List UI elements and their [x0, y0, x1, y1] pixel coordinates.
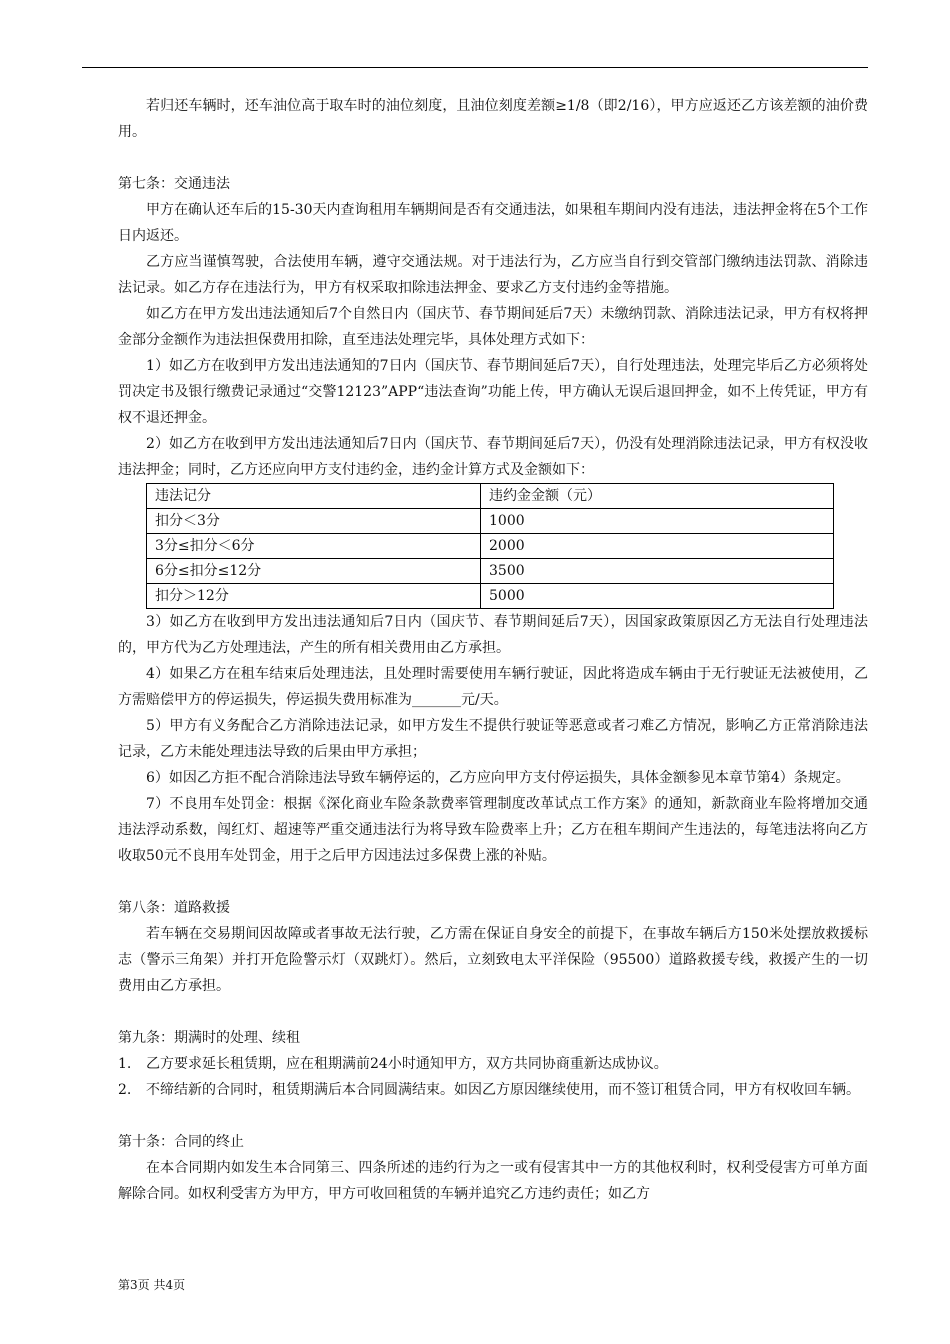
table-row: [147, 534, 834, 559]
table-cell: 3分≤扣分＜6分: [147, 534, 481, 559]
table-row: [147, 584, 834, 609]
article-7-title: 第七条：交通违法: [118, 176, 230, 192]
article-7-item-4: 4）如果乙方在租车结束后处理违法，且处理时需要使用车辆行驶证，因此将造成车辆由于无行驶证无法被使用，乙方需赔偿甲方的停运损失，停运损失费用标准为_______元/天。: [118, 666, 868, 708]
article-7-para-2: 乙方应当谨慎驾驶，合法使用车辆，遵守交通法规。对于违法行为，乙方应当自行到交管部门缴纳违法罚款、消除违法记录。如乙方存在违法行为，甲方有权采取扣除违法押金、要求乙方支付违约金等措施。: [118, 254, 868, 296]
article-7-item-3: 3）如乙方在收到甲方发出违法通知后7日内（国庆节、春节期间延后7天），因国家政策原因乙方无法自行处理违法的，甲方代为乙方处理违法，产生的所有相关费用由乙方承担。: [118, 614, 868, 656]
article-7-para-1: 甲方在确认还车后的15-30天内查询租用车辆期间是否有交通违法，如果租车期间内没有违法，违法押金将在5个工作日内返还。: [118, 202, 868, 244]
table-cell: 3500: [481, 559, 834, 584]
table-cell: 扣分＜3分: [147, 509, 481, 534]
list-text: 不缔结新的合同时，租赁期满后本合同圆满结束。如因乙方原因继续使用，而不签订租赁合同，甲方有权收回车辆。: [146, 1082, 860, 1098]
article-9-title: 第九条：期满时的处理、续租: [118, 1030, 300, 1046]
table-cell: 扣分＞12分: [147, 584, 481, 609]
article-7-item-5: 5）甲方有义务配合乙方消除违法记录，如甲方发生不提供行驶证等恶意或者刁难乙方情况，影响乙方正常消除违法记录，乙方未能处理违法导致的后果由甲方承担；: [118, 718, 868, 760]
list-item: [118, 1077, 868, 1103]
table-header-row: [147, 484, 834, 509]
table-cell: 1000: [481, 509, 834, 534]
article-8-title: 第八条：道路救援: [118, 900, 230, 916]
list-number: 2.: [118, 1082, 132, 1098]
table-row: [147, 559, 834, 584]
document-body: [118, 93, 868, 1207]
table-row: [147, 509, 834, 534]
penalty-table: [146, 483, 834, 609]
list-text: 乙方要求延长租赁期，应在租期满前24小时通知甲方，双方共同协商重新达成协议。: [146, 1056, 668, 1072]
article-7-item-6: 6）如因乙方拒不配合消除违法导致车辆停运的，乙方应向甲方支付停运损失，具体金额参见本章节第4）条规定。: [146, 770, 850, 786]
table-header-cell: 违法记分: [147, 484, 481, 509]
article-8-para-1: 若车辆在交易期间因故障或者事故无法行驶，乙方需在保证自身安全的前提下，在事故车辆后方150米处摆放救援标志（警示三角架）并打开危险警示灯（双跳灯）。然后，立刻致电太平洋保险（95500）道路救援专线，救援产生的一切费用由乙方承担。: [118, 926, 868, 994]
list-number: 1.: [118, 1056, 132, 1072]
table-cell: 2000: [481, 534, 834, 559]
article-7-para-3: 如乙方在甲方发出违法通知后7个自然日内（国庆节、春节期间延后7天）未缴纳罚款、消除违法记录，甲方有权将押金部分金额作为违法担保费用扣除，直至违法处理完毕，具体处理方式如下：: [118, 306, 868, 348]
article-10-para-1: 在本合同期内如发生本合同第三、四条所述的违约行为之一或有侵害其中一方的其他权利时，权利受侵害方可单方面解除合同。如权利受害方为甲方，甲方可收回租赁的车辆并追究乙方违约责任；如乙方: [118, 1160, 868, 1202]
header-rule: [82, 67, 868, 68]
article-7-item-1: 1）如乙方在收到甲方发出违法通知的7日内（国庆节、春节期间延后7天），自行处理违法，处理完毕后乙方必须将处罚决定书及银行缴费记录通过“交警12123”APP“违法查询”功能上传，甲方确认无误后退回押金，如不上传凭证，甲方有权不退还押金。: [118, 358, 868, 426]
page-number: 第3页 共4页: [118, 1278, 186, 1292]
list-item: [118, 1051, 868, 1077]
article-10-title: 第十条：合同的终止: [118, 1134, 244, 1150]
article-7-item-2: 2）如乙方在收到甲方发出违法通知后7日内（国庆节、春节期间延后7天），仍没有处理消除违法记录，甲方有权没收违法押金；同时，乙方还应向甲方支付违约金，违约金计算方式及金额如下：: [118, 436, 868, 478]
table-cell: 5000: [481, 584, 834, 609]
article-7-item-7: 7）不良用车处罚金：根据《深化商业车险条款费率管理制度改革试点工作方案》的通知，新款商业车险将增加交通违法浮动系数，闯红灯、超速等严重交通违法行为将导致车险费率上升；乙方在租车期间产生违法的，每笔违法将向乙方收取50元不良用车处罚金，用于之后甲方因违法过多保费上涨的补贴。: [118, 796, 868, 864]
table-cell: 6分≤扣分≤12分: [147, 559, 481, 584]
table-header-cell: 违约金金额（元）: [481, 484, 834, 509]
fuel-refund-paragraph: 若归还车辆时，还车油位高于取车时的油位刻度，且油位刻度差额≥1/8（即2/16），甲方应返还乙方该差额的油价费用。: [118, 98, 868, 140]
